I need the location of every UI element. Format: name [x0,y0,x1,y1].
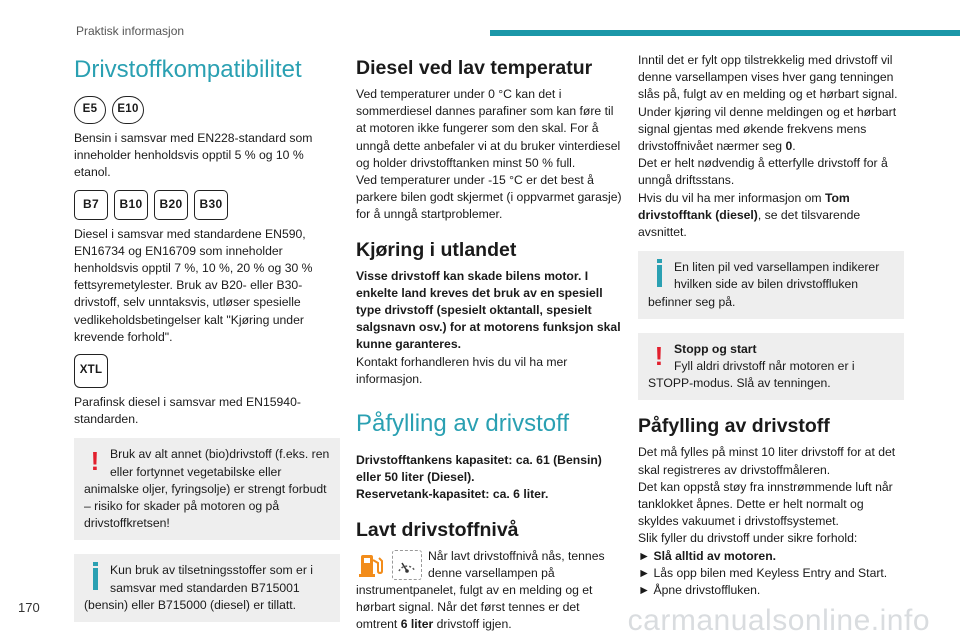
watermark: carmanualsonline.info [627,604,930,637]
badge-e5: E5 [74,96,106,124]
warning-note-stop-start [638,333,904,401]
info-note-additives [74,554,340,622]
badge-e10: E10 [112,96,144,124]
step-1: ► Slå alltid av motoren. [638,548,777,563]
text-refuel-safe: Slik fyller du drivstoff under sikre forhold: [638,531,858,546]
badges-diesel [74,190,340,220]
text-refuel-noise: Det kan oppstå støy fra innstrømmende luft når tanklokket åpnes. Dette er helt normalt og skyldes vakuumet i drivstoffsystemet. [638,479,893,529]
title-diesel-low-temp: Diesel ved lav temperatur [356,57,593,79]
badge-xtl: XTL [74,354,108,388]
low-fuel-icons [356,550,422,580]
text-diesel-standards: Diesel i samsvar med standardene EN590, EN16734 og EN16709 som inneholder henholdsvis opptil 7 %, 10 %, 20 % og 30 % fettsyremetylester. Bruk av B20- eller B30-drivstoff, selv unntaksvis, utløser spesielle vedlikeholdsbetingelser kalt "Kjøring under krevende forhold". [74,226,313,344]
badges-petrol [74,96,340,124]
warning-title-stop-start: Stopp og start [674,341,757,356]
section-header: Praktisk informasjon [76,24,185,38]
info-icon [648,259,670,293]
fuel-pump-icon [356,550,386,580]
badge-b7: B7 [74,190,108,220]
badge-b20: B20 [154,190,188,220]
page-number: 170 [18,600,40,615]
low-fuel-block [356,548,622,634]
text-tank-capacity: Drivstofftankens kapasitet: ca. 61 (Bensin) eller 50 liter (Diesel). [356,453,602,485]
fuel-gauge-icon [392,550,422,580]
text-low-fuel: Når lavt drivstoffnivå nås, tennes denne varsellampen på instrumentpanelet, fulgt av en melding og et hørbart signal. Når det først tennes er det omtrent 6 liter drivstoff igjen. [356,548,605,632]
badges-xtl [74,354,340,388]
title-compatibility: Drivstoffkompatibilitet [74,56,302,83]
text-abroad-bold: Visse drivstoff kan skade bilens motor. I enkelte land kreves det bruk av en spesiell type drivstoff (spesielt oktantall, spesielt salgsnavn osv.) for at motorens funksjon skal kunne garanteres. [356,268,621,352]
text-petrol: Bensin i samsvar med EN228-standard som inneholder henholdsvis opptil 5 % og 10 % etanol. [74,131,313,180]
column-diesel-abroad [356,52,622,634]
step-2: ► Lås opp bilen med Keyless Entry and Start. [638,565,888,580]
title-driving-abroad: Kjøring i utlandet [356,238,517,261]
title-low-fuel: Lavt drivstoffnivå [356,518,519,541]
title-refuelling: Påfylling av drivstoff [356,410,569,438]
info-text-arrow: En liten pil ved varsellampen indikerer hvilken side av bilen drivstoffluken befinner seg på. [648,260,880,309]
warning-text-biofuel: Bruk av alt annet (bio)drivstoff (f.eks. ren eller fortynnet vegetabilske eller animalske oljer, fyringsolje) er strengt forbudt – risiko for skader på motoren og på drivstoffkretsen! [84,447,330,531]
badge-b10: B10 [114,190,148,220]
text-reserve-capacity: Reservetank-kapasitet: ca. 6 liter. [356,487,549,502]
header-accent-bar [490,30,960,36]
text-more-info: Hvis du vil ha mer informasjon om Tom drivstofftank (diesel), se det tilsvarende avsnittet. [638,190,861,240]
text-refuel-min: Det må fylles på minst 10 liter drivstoff for at det skal registreres av drivstoffmåleren. [638,445,896,477]
warning-note-biofuel [74,438,340,540]
warning-exclamation-icon: ! [90,446,100,477]
info-text-additives: Kun bruk av tilsetningsstoffer som er i samsvar med standarden B715001 (bensin) eller B715000 (diesel) er tillatt. [84,563,313,612]
text-warning-lamp: Inntil det er fylt opp tilstrekkelig med drivstoff vil denne varsellampen vises hver gang tenningen slås på, fulgt av en melding og et hørbart signal. Under kjøring vil denne meldingen og et hørbart signal gjentas med økende frekvens mens drivstoffnivået nærmer seg 0. [638,53,898,154]
step-3: ► Åpne drivstoffluken. [638,583,761,598]
text-diesel-low-temp-2: Ved temperaturer under -15 °C er det best å parkere bilen godt skjermet (i oppvarmet garasje) for å unngå startproblemer. [356,173,622,222]
text-xtl: Parafinsk diesel i samsvar med EN15940-standarden. [74,395,301,427]
warning-text-stop-start: Fyll aldri drivstoff når motoren er i STOPP-modus. Slå av tenningen. [648,359,855,391]
badge-b30: B30 [194,190,228,220]
title-refuelling-bold: Påfylling av drivstoff [638,415,830,438]
info-note-arrow [638,251,904,319]
text-diesel-low-temp-1: Ved temperaturer under 0 °C kan det i sommerdiesel dannes parafiner som kan føre til at motoren ikke fungerer som den skal. For å unngå dette anbefaler vi at du bruker vinterdiesel og holder drivstofftanken minst 50 % full. [356,87,621,170]
warning-exclamation-icon: ! [654,340,664,371]
text-must-refill: Det er helt nødvendig å etterfylle drivstoff for å unngå driftsstans. [638,156,888,188]
column-compatibility [74,52,340,636]
info-icon [84,562,106,596]
column-refuelling [638,52,904,599]
text-abroad: Kontakt forhandleren hvis du vil ha mer informasjon. [356,354,568,386]
